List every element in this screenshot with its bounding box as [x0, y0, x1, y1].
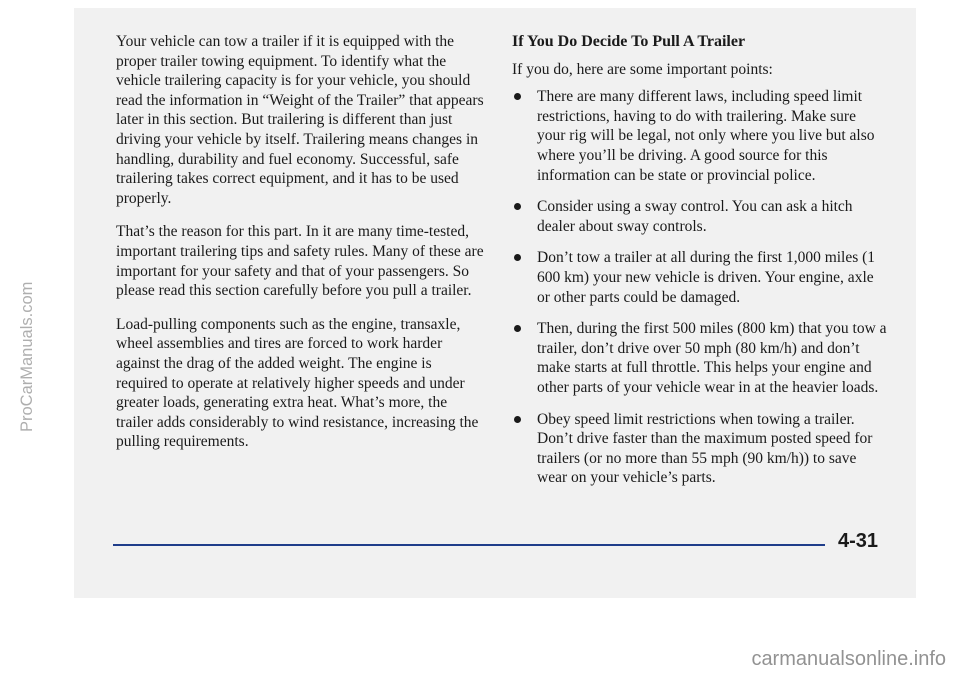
section-intro: If you do, here are some important points: [512, 60, 773, 78]
list-item-text: Consider using a sway control. You can ask a hitch dealer about sway controls. [537, 198, 853, 235]
list-item-text: Obey speed limit restrictions when towing a trailer. Don’t drive faster than the maximum posted speed for trailers (or no more than 55 mph (90 km/h)) to save wear on your vehicle’s parts. [537, 410, 873, 487]
bullet-icon [514, 93, 521, 100]
load-components-paragraph: Load-pulling components such as the engine, transaxle, wheel assemblies and tires are forced to work harder against the drag of the added weight. The engine is required to operate at relatively higher speeds and under greater loads, generating extra heat. What’s more, the trailer adds considerably to wind resistance, increasing the pulling requirements. [116, 315, 479, 451]
bullet-icon [514, 416, 521, 423]
list-item-text: Then, during the first 500 miles (800 km) that you tow a trailer, don’t drive over 50 mph (80 km/h) and don’t make starts at full throttle. This helps your engine and other parts of your vehicle wear in at the heavier loads. [537, 320, 887, 396]
footer-divider [113, 544, 825, 546]
bottom-watermark: carmanualsonline.info [751, 648, 946, 670]
list-item [512, 197, 887, 236]
list-item [512, 410, 887, 488]
page-number: 4-31 [838, 530, 879, 552]
list-item-text: Don’t tow a trailer at all during the first 1,000 miles (1 600 km) your new vehicle is driven. Your engine, axle or other parts could be damaged. [537, 249, 876, 306]
list-item [512, 87, 887, 185]
right-column [512, 32, 887, 500]
left-column [116, 32, 486, 466]
points-list [512, 87, 887, 488]
list-item [512, 319, 887, 397]
bullet-icon [514, 203, 521, 210]
intro-paragraph: Your vehicle can tow a trailer if it is equipped with the proper trailer towing equipment. To identify what the vehicle trailering capacity is for your vehicle, you should read the information in “Weight of the Trailer” that appears later in this section. But trailering is different than just driving your vehicle by itself. Trailering means changes in handling, durability and fuel economy. Successful, safe trailering takes correct equipment, and it has to be used properly. [116, 33, 484, 207]
bullet-icon [514, 254, 521, 261]
purpose-paragraph: That’s the reason for this part. In it are many time-tested, important trailering tips and safety rules. Many of these are important for your safety and that of your passengers. So please read this section carefully before you pull a trailer. [116, 223, 484, 300]
list-item-text: There are many different laws, including speed limit restrictions, having to do with trailering. Make sure your rig will be legal, not only where you live but also where you’ll be driving. A good source for this information can be state or provincial police. [537, 88, 875, 184]
section-heading: If You Do Decide To Pull A Trailer [512, 33, 746, 50]
side-watermark: ProCarManuals.com [18, 281, 36, 432]
list-item [512, 248, 887, 307]
bullet-icon [514, 325, 521, 332]
